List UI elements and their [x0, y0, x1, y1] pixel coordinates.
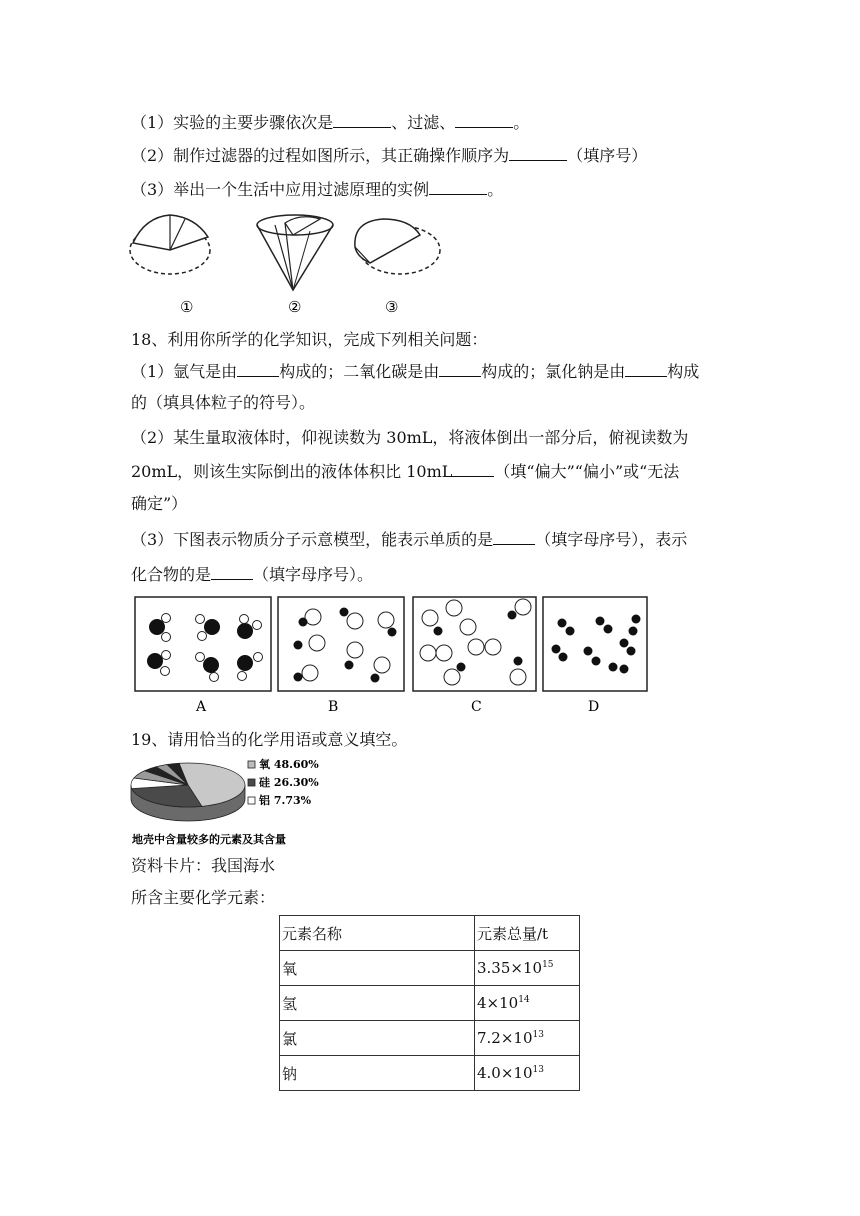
amount-base: 7.2×10: [477, 1029, 533, 1047]
table-header-amount: 元素总量/t: [475, 916, 580, 951]
fold-step-3: [355, 219, 440, 274]
q17-part3: [131, 179, 503, 200]
filter-folding-figure: [125, 205, 445, 315]
q18-part1-line1: [131, 361, 699, 382]
fold-step-2: [257, 215, 333, 290]
pie-legend: [248, 757, 319, 807]
fold-step-1: [130, 215, 210, 274]
model-box-b: [278, 597, 404, 691]
legend-swatch: [248, 761, 255, 768]
fold-label-1: ①: [180, 298, 194, 316]
q17-part3-text: （3）举出一个生活中应用过滤原理的实例: [131, 180, 430, 199]
model-box-a: [135, 597, 271, 691]
q18-part1-text-d: 构成: [667, 362, 700, 381]
fold-label-3: ③: [385, 298, 399, 316]
legend-label: 氧 48.60%: [259, 758, 319, 771]
answer-blank[interactable]: [455, 112, 513, 128]
element-name: 氢: [280, 986, 475, 1021]
q17-part1: [131, 112, 529, 133]
amount-base: 4.0×10: [477, 1064, 533, 1082]
q17-part1-mid: 、过滤、: [391, 113, 456, 132]
q17-part2-text: （2）制作过滤器的过程如图所示，其正确操作顺序为: [131, 146, 510, 165]
element-name: 钠: [280, 1056, 475, 1091]
model-label-a: A: [196, 699, 207, 715]
answer-blank[interactable]: [237, 361, 279, 377]
q18-part1-text-b: 构成的；二氧化碳是由: [279, 362, 440, 381]
q18-part2-end: （填“偏大”“偏小”或“无法: [494, 462, 680, 481]
crust-elements-pie-chart: [128, 757, 328, 849]
q18-part2-line1: （2）某生量取液体时，仰视读数为 30mL，将液体倒出一部分后，俯视读数为: [131, 428, 689, 447]
amount-exponent: 13: [532, 1065, 544, 1075]
answer-blank[interactable]: [211, 564, 253, 580]
element-name: 氯: [280, 1021, 475, 1056]
model-label-b: B: [328, 699, 339, 715]
q18-part1-line2: 的（填具体粒子的符号）。: [131, 393, 316, 412]
q18-part1-text-a: （1）氩气是由: [131, 362, 238, 381]
fold-label-2: ②: [288, 298, 302, 316]
q18-part3-line1: [131, 529, 687, 550]
q18-title: 18、利用你所学的化学知识，完成下列相关问题：: [131, 330, 488, 349]
table-header-row: [280, 916, 580, 951]
answer-blank[interactable]: [439, 361, 481, 377]
element-name: 氧: [280, 951, 475, 986]
element-amount: [475, 1056, 580, 1091]
element-amount: [475, 1021, 580, 1056]
q17-part2: [131, 145, 647, 166]
pie-slices: [131, 763, 245, 807]
amount-exponent: 15: [542, 960, 554, 970]
answer-blank[interactable]: [509, 145, 567, 161]
q18-part2-line2: [131, 461, 679, 482]
table-header-name: 元素名称: [280, 916, 475, 951]
q18-part2-line3: 确定”）: [131, 494, 188, 513]
table-row: [280, 1056, 580, 1091]
q17-part2-end: （填序号）: [567, 146, 648, 165]
molecule-models-figure: [130, 595, 655, 720]
legend-label: 硅 26.30%: [259, 776, 319, 789]
legend-label: 铝 7.73%: [259, 794, 312, 807]
answer-blank[interactable]: [493, 529, 535, 545]
q18-part2-text: 20mL，则该生实际倒出的液体体积比 10mL: [131, 462, 453, 481]
table-row: [280, 1021, 580, 1056]
q17-part1-text: （1）实验的主要步骤依次是: [131, 113, 334, 132]
q18-part1-text-c: 构成的；氯化钠是由: [481, 362, 626, 381]
legend-swatch: [248, 779, 255, 786]
pie-caption: 地壳中含量较多的元素及其含量: [132, 833, 286, 846]
element-amount: [475, 951, 580, 986]
answer-blank[interactable]: [429, 179, 487, 195]
model-box-c: [413, 597, 536, 691]
q17-part3-end: 。: [487, 180, 504, 199]
seawater-elements-table: [279, 915, 580, 1091]
model-box-d: [543, 597, 647, 691]
card-line-1: 资料卡片：我国海水: [131, 856, 276, 875]
card-line-2: 所含主要化学元素：: [131, 888, 276, 907]
amount-exponent: 14: [518, 995, 530, 1005]
amount-exponent: 13: [532, 1030, 544, 1040]
model-label-c: C: [471, 699, 482, 715]
q18-part3-end: （填字母序号），表示: [535, 530, 688, 549]
table-row: [280, 986, 580, 1021]
q17-part1-end: 。: [513, 113, 530, 132]
model-label-d: D: [588, 699, 600, 715]
answer-blank[interactable]: [625, 361, 667, 377]
legend-swatch: [248, 797, 255, 804]
answer-blank[interactable]: [452, 461, 494, 477]
q18-part3-text: （3）下图表示物质分子示意模型，能表示单质的是: [131, 530, 494, 549]
q19-title: 19、请用恰当的化学用语或意义填空。: [131, 730, 408, 749]
q18-part3-line2: [131, 564, 373, 585]
amount-base: 3.35×10: [477, 959, 543, 977]
q18-part3-end2: （填字母序号）。: [253, 565, 374, 584]
element-amount: [475, 986, 580, 1021]
amount-base: 4×10: [477, 994, 519, 1012]
q18-part3-text2: 化合物的是: [131, 565, 212, 584]
table-row: [280, 951, 580, 986]
answer-blank[interactable]: [333, 112, 391, 128]
